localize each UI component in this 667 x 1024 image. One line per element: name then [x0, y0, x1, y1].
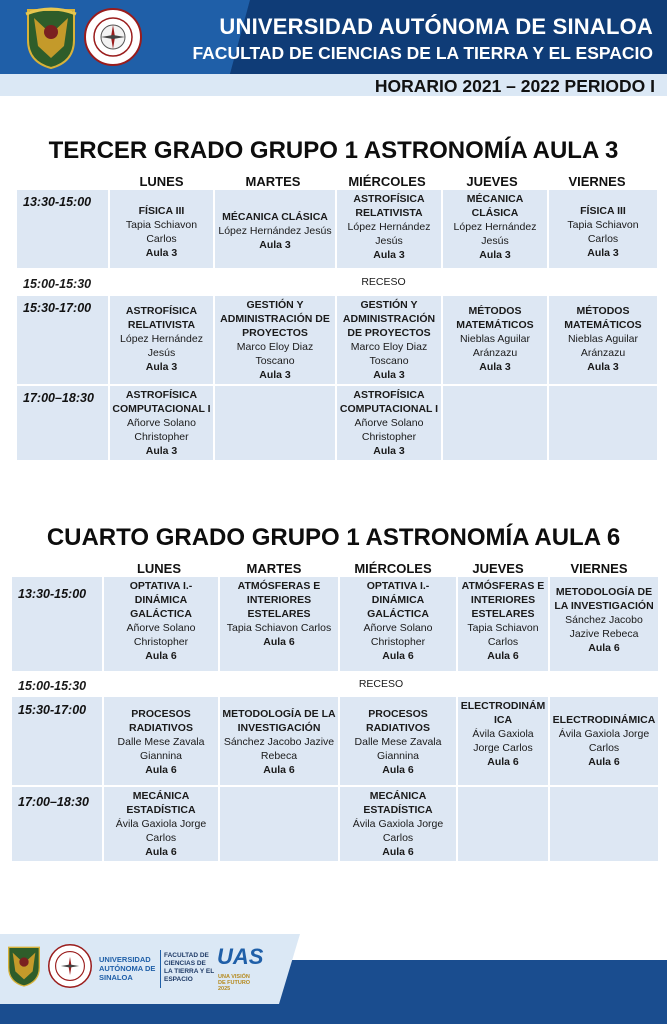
class-cell: PROCESOS RADIATIVOS Dalle Mese Zavala Giannina Aula 6: [104, 697, 218, 785]
class-cell: MÉCANICA CLÁSICA López Hernández Jesús Aula 3: [215, 190, 335, 268]
section-title-tercer-grado: TERCER GRADO GRUPO 1 ASTRONOMÍA AULA 3: [48, 137, 619, 164]
class-cell: MÉTODOS MATEMÁTICOS Nieblas Aguilar Aránzazu Aula 3: [549, 296, 657, 384]
day-lunes: LUNES: [136, 561, 182, 576]
time-slot: 15:30-17:00: [12, 697, 102, 785]
class-cell: ATMÓSFERAS E INTERIORES ESTELARES Tapia Schiavon Carlos Aula 6: [458, 577, 548, 671]
class-cell: ELECTRODINÁMICA Ávila Gaxiola Jorge Carlos Aula 6: [550, 697, 658, 785]
class-cell: GESTIÓN Y ADMINISTRACIÓN DE PROYECTOS Marco Eloy Diaz Toscano Aula 3: [337, 296, 441, 384]
time-slot: 15:30-17:00: [17, 296, 108, 384]
class-cell: METODOLOGÍA DE LA INVESTIGACIÓN Sánchez Jacobo Jazive Rebeca Aula 6: [550, 577, 658, 671]
empty-cell: [220, 787, 338, 861]
empty-cell: [443, 386, 547, 460]
empty-cell: [549, 386, 657, 460]
table-row: [12, 577, 658, 671]
time-slot: 15:00-15:30: [12, 673, 102, 695]
table-row: [12, 787, 658, 861]
table-row: [17, 296, 657, 384]
table-row: [12, 697, 658, 785]
day-martes: MARTES: [245, 174, 301, 189]
class-cell: ELECTRODINÁMICA Ávila Gaxiola Jorge Carlos Aula 6: [458, 697, 548, 785]
class-cell: FÍSICA III Tapia Schiavon Carlos Aula 3: [110, 190, 213, 268]
time-slot: 13:30-15:00: [12, 577, 102, 671]
day-headers-tercer: [110, 174, 651, 189]
footer-uas-crest-icon: [6, 944, 42, 988]
empty-cell: [215, 386, 335, 460]
time-slot: 17:00–18:30: [17, 386, 108, 460]
class-cell: PROCESOS RADIATIVOS Dalle Mese Zavala Giannina Aula 6: [340, 697, 456, 785]
class-cell: ATMÓSFERAS E INTERIORES ESTELARES Tapia Schiavon Carlos Aula 6: [220, 577, 338, 671]
empty-cell: [458, 787, 548, 861]
table-row: [17, 190, 657, 268]
class-cell: MÉTODOS MATEMÁTICOS Nieblas Aguilar Aránzazu Aula 3: [443, 296, 547, 384]
class-cell: OPTATIVA I.- DINÁMICA GALÁCTICA Añorve Solano Christopher Aula 6: [104, 577, 218, 671]
day-headers-cuarto: [104, 561, 654, 576]
footer-university-name: UNIVERSIDAD AUTÓNOMA DE SINALOA: [99, 955, 156, 982]
university-name: UNIVERSIDAD AUTÓNOMA DE SINALOA: [219, 14, 653, 39]
table-row: [17, 270, 657, 294]
day-viernes: VIERNES: [568, 174, 626, 189]
class-cell: ASTROFÍSICA COMPUTACIONAL I Añorve Solano Christopher Aula 3: [110, 386, 213, 460]
footer-uas-brand: UAS: [217, 944, 264, 969]
time-slot: 17:00–18:30: [12, 787, 102, 861]
class-cell: MÉCANICA CLÁSICA López Hernández Jesús Aula 3: [443, 190, 547, 268]
table-row: [12, 673, 658, 695]
footer-faculty-name: FACULTAD DE CIENCIAS DE LA TIERRA Y EL ESPACIO: [164, 952, 215, 983]
footer-divider: [160, 950, 161, 988]
class-cell: ASTROFÍSICA RELATIVISTA López Hernández Jesús Aula 3: [337, 190, 441, 268]
day-martes: MARTES: [246, 561, 302, 576]
day-lunes: LUNES: [139, 174, 184, 189]
page-header: [0, 0, 667, 100]
class-cell: ASTROFÍSICA RELATIVISTA López Hernández Jesús Aula 3: [110, 296, 213, 384]
class-cell: ASTROFÍSICA COMPUTACIONAL I Añorve Solano Christopher Aula 3: [337, 386, 441, 460]
footer-vision-slogan: UNA VISIÓN DE FUTURO 2025: [218, 974, 251, 992]
day-viernes: VIERNES: [570, 561, 628, 576]
day-miercoles: MIÉRCOLES: [348, 174, 426, 189]
time-slot: 13:30-15:00: [17, 190, 108, 268]
recess-cell: RECESO: [104, 673, 658, 695]
recess-cell: RECESO: [110, 270, 657, 294]
schedule-period-title: HORARIO 2021 – 2022 PERIODO I: [374, 76, 655, 96]
faculty-name: FACULTAD DE CIENCIAS DE LA TIERRA Y EL ESPACIO: [192, 43, 653, 63]
footer-faculty-seal-icon: [48, 944, 92, 988]
class-cell: GESTIÓN Y ADMINISTRACIÓN DE PROYECTOS Marco Eloy Diaz Toscano Aula 3: [215, 296, 335, 384]
day-jueves: JUEVES: [466, 174, 518, 189]
table-row: [17, 386, 657, 460]
faculty-seal-icon: [84, 8, 142, 66]
day-miercoles: MIÉRCOLES: [354, 561, 432, 576]
class-cell: MECÁNICA ESTADÍSTICA Ávila Gaxiola Jorge Carlos Aula 6: [104, 787, 218, 861]
section-title-cuarto-grado: CUARTO GRADO GRUPO 1 ASTRONOMÍA AULA 6: [46, 524, 621, 551]
time-slot: 15:00-15:30: [17, 270, 108, 294]
schedule-table-tercer: [15, 188, 659, 462]
class-cell: METODOLOGÍA DE LA INVESTIGACIÓN Sánchez Jacobo Jazive Rebeca Aula 6: [220, 697, 338, 785]
uas-crest-icon: [24, 6, 78, 70]
day-jueves: JUEVES: [472, 561, 524, 576]
schedule-table-cuarto: [10, 575, 660, 863]
class-cell: MECÁNICA ESTADÍSTICA Ávila Gaxiola Jorge Carlos Aula 6: [340, 787, 456, 861]
class-cell: FÍSICA III Tapia Schiavon Carlos Aula 3: [549, 190, 657, 268]
class-cell: OPTATIVA I.- DINÁMICA GALÁCTICA Añorve Solano Christopher Aula 6: [340, 577, 456, 671]
empty-cell: [550, 787, 658, 861]
